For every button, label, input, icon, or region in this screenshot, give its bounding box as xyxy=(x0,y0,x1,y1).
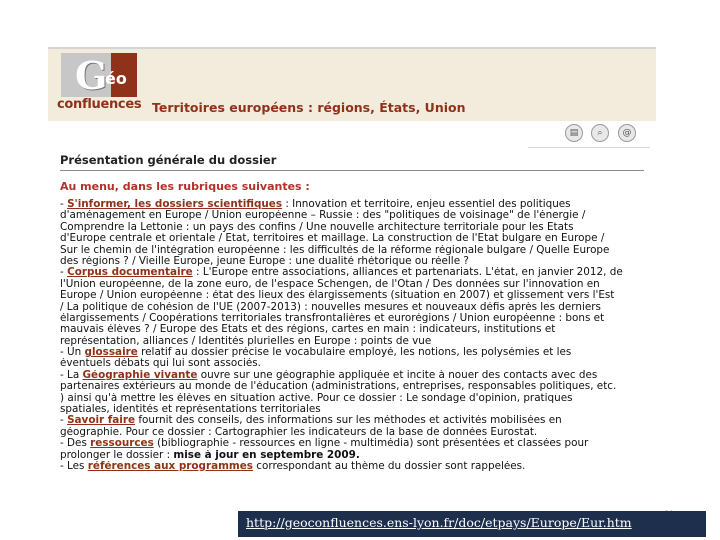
site-banner xyxy=(48,49,656,121)
line-text: mauvais élèves ? / Europe des États et des régions, cartes en main : indicateurs, institutions et xyxy=(60,324,556,336)
line-text: représentation, alliances / Identités plurielles en Europe : points de vue xyxy=(60,335,432,347)
page-heading: Présentation générale du dossier xyxy=(60,153,277,167)
line-text: - Les xyxy=(60,460,88,472)
line-text: - Des xyxy=(60,438,91,450)
article-line xyxy=(60,450,644,461)
line-text: Sur le chemin de l'intégration européenne : les difficultés de la réforme régionale bulgare / Quelle Europe xyxy=(60,244,610,256)
line-text: - La xyxy=(60,369,83,381)
source-url-bar xyxy=(238,511,706,537)
article-line xyxy=(60,438,644,449)
rubric-link[interactable]: S'informer, les dossiers scientifiques xyxy=(67,199,283,210)
article-line xyxy=(60,222,644,233)
article-line xyxy=(60,358,644,369)
line-text: - xyxy=(60,267,68,279)
site-title: Territoires européens : régions, États, Union xyxy=(152,100,466,115)
article-body xyxy=(60,199,644,472)
line-text: prolonger le dossier : xyxy=(60,449,174,461)
email-icon[interactable]: @ xyxy=(618,124,636,142)
line-text: d'Europe centrale et orientale / État, territoires et maillage. La construction de l'État bulgare en Europe / xyxy=(60,233,605,245)
rubric-link[interactable]: ressources xyxy=(90,438,154,450)
article-line xyxy=(60,393,644,404)
article-line xyxy=(60,245,644,256)
article-line xyxy=(60,279,644,290)
article-line xyxy=(60,256,644,267)
article-line xyxy=(60,199,644,210)
article-line xyxy=(60,370,644,381)
line-text: géographie. Pour ce dossier : Cartographier les indicateurs de la base de données Eurostat. xyxy=(60,426,538,438)
line-text: : Innovation et territoire, enjeu essentiel des politiques xyxy=(282,199,571,210)
article-line xyxy=(60,233,644,244)
screenshot-frame xyxy=(48,47,656,495)
article-line xyxy=(60,210,644,221)
rubric-link[interactable]: Savoir faire xyxy=(67,415,136,427)
line-text: Comprendre la Lettonie : un pays des confins / Une nouvelle architecture territoriale pour les États xyxy=(60,221,574,233)
line-text: - xyxy=(60,199,68,210)
line-text: éventuels débats qui lui sont associés. xyxy=(60,358,261,370)
line-text: l'Union européenne, de la zone euro, de l'espace Schengen, de l'Otan / Des données sur l'innovation en xyxy=(60,278,600,290)
line-text: relatif au dossier précise le vocabulaire employé, les notions, les polysémies et les xyxy=(137,347,572,359)
article-line xyxy=(60,302,644,313)
rubric-link[interactable]: glossaire xyxy=(84,347,138,359)
line-text: - xyxy=(60,415,68,427)
source-url-link[interactable]: http://geoconfluences.ens-lyon.fr/doc/etpays/Europe/Eur.htm xyxy=(246,515,632,530)
article-line xyxy=(60,427,644,438)
line-text: partenaires extérieurs au monde de l'éducation (administrations, entreprises, responsables politiques, etc. xyxy=(60,381,617,393)
rubric-link[interactable]: Corpus documentaire xyxy=(67,267,193,279)
article-line xyxy=(60,336,644,347)
article-line xyxy=(60,267,644,278)
page-tools xyxy=(528,121,650,148)
menu-subheading: Au menu, dans les rubriques suivantes : xyxy=(60,180,310,193)
heading-divider xyxy=(60,170,644,171)
line-text: - Un xyxy=(60,347,85,359)
line-text: élargissements / Coopérations territoriales transfrontalières et eurorégions / Union européenne : bons et xyxy=(60,312,605,324)
rubric-link[interactable]: Géographie vivante xyxy=(82,369,198,381)
line-text: ) ainsi qu'à mettre les élèves en situation active. Pour ce dossier : Le sondage d'opinion, pratiques xyxy=(60,392,573,404)
article-line xyxy=(60,324,644,335)
article-line xyxy=(60,347,644,358)
line-text: correspondant au thème du dossier sont rappelées. xyxy=(253,460,526,472)
update-note: mise à jour en septembre 2009. xyxy=(173,449,360,461)
line-text: ouvre sur une géographie appliquée et incite à nouer des contacts avec des xyxy=(197,369,598,381)
logo-letters-eo: éo xyxy=(105,69,127,88)
article-line xyxy=(60,415,644,426)
print-icon[interactable]: ▤ xyxy=(565,124,583,142)
article-line xyxy=(60,404,644,415)
line-text: des régions ? / Vieille Europe, jeune Europe : une dualité rhétorique ou réelle ? xyxy=(60,255,469,267)
logo-text: confluences xyxy=(57,97,142,112)
logo-letter-g: G xyxy=(75,53,108,98)
site-logo[interactable] xyxy=(57,53,142,113)
line-text: : L'Europe entre associations, alliances et partenariats. L'état, en janvier 2012, de xyxy=(192,267,623,279)
line-text: d'aménagement en Europe / Union européenne – Russie : des "politiques de voisinage" de l'énergie / xyxy=(60,210,586,222)
line-text: Europe / Union européenne : état des lieux des élargissements (situation en 2007) et glissement vers l'Est xyxy=(60,290,615,302)
line-text: / La politique de cohésion de l'UE (2007-2013) : nouvelles mesures et nouveaux défis après les derniers xyxy=(60,301,601,313)
article-line xyxy=(60,313,644,324)
article-line xyxy=(60,381,644,392)
article-line xyxy=(60,290,644,301)
line-text: fournit des conseils, des informations sur les méthodes et activités mobilisées en xyxy=(135,415,562,427)
article-line xyxy=(60,461,644,472)
rubric-link[interactable]: références aux programmes xyxy=(87,460,253,472)
search-icon[interactable]: ⌕ xyxy=(591,124,609,142)
line-text: spatiales, identités et représentations territoriales xyxy=(60,404,321,416)
line-text: (bibliographie - ressources en ligne - multimédia) sont présentées et classées pour xyxy=(153,438,589,450)
